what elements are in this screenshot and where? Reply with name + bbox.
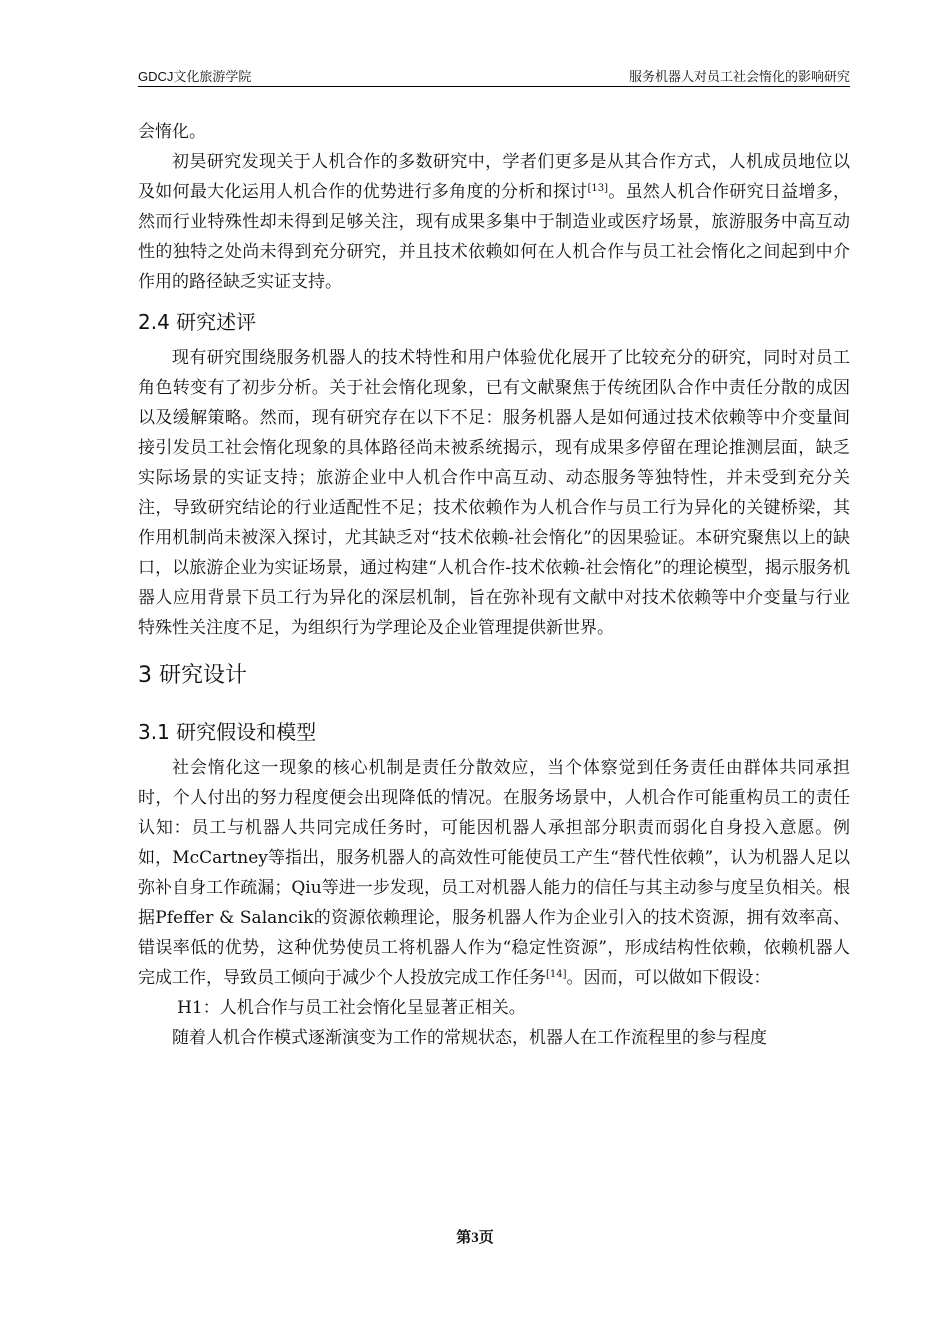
hypothesis-h1: H1：人机合作与员工社会惰化呈显著正相关。: [177, 998, 526, 1018]
page-header: [138, 70, 850, 87]
paragraph-hypothesis-basis: [138, 753, 850, 993]
paragraph-text: 。因而，可以做如下假设：: [566, 968, 771, 988]
section-heading-3: 3 研究设计: [138, 663, 247, 688]
citation: [13]: [587, 183, 608, 194]
paragraph-text: 初昊研究发现关于人机合作的多数研究中，学者们更多是从其合作方式，人机成员地位以及如何最大化运用人机合作的优势进行多角度的分析和探讨: [138, 152, 850, 202]
paragraph-review: 现有研究围绕服务机器人的技术特性和用户体验优化展开了比较充分的研究，同时对员工角色转变有了初步分析。关于社会惰化现象，已有文献聚焦于传统团队合作中责任分散的成因以及缓解策略。然而，现有研究存在以下不足：服务机器人是如何通过技术依赖等中介变量间接引发员工社会惰化现象的具体路径尚未被系统揭示，现有成果多停留在理论推测层面，缺乏实际场景的实证支持；旅游企业中人机合作中高互动、动态服务等独特性，并未受到充分关注，导致研究结论的行业适配性不足；技术依赖作为人机合作与员工行为异化的关键桥梁，其作用机制尚未被深入探讨，尤其缺乏对“技术依赖-社会惰化”的因果验证。本研究聚焦以上的缺口，以旅游企业为实证场景，通过构建“人机合作-技术依赖-社会惰化”的理论模型，揭示服务机器人应用背景下员工行为异化的深层机制，旨在弥补现有文献中对技术依赖等中介变量与行业特殊性关注度不足，为组织行为学理论及企业管理提供新世界。: [138, 348, 850, 638]
citation: [14]: [546, 969, 567, 980]
header-paper-title: 服务机器人对员工社会惰化的影响研究: [628, 69, 850, 84]
page-content: [138, 117, 850, 1053]
section-heading-2-4: 2.4 研究述评: [138, 310, 257, 334]
section-heading-3-1: 3.1 研究假设和模型: [138, 720, 317, 744]
paragraph-related-research: [138, 147, 850, 297]
paragraph-text: 。虽然人机合作研究日益增多，然而行业特殊性却未得到足够关注，现有成果多集中于制造业或医疗场景，旅游服务中高互动性的独特之处尚未得到充分研究，并且技术依赖如何在人机合作与员工社会惰化之间起到中介作用的路径缺乏实证支持。: [138, 182, 851, 292]
header-institution: GDCJ文化旅游学院: [138, 69, 252, 84]
paragraph-continuation: 会惰化。: [138, 122, 206, 142]
paragraph-next: 随着人机合作模式逐渐演变为工作的常规状态，机器人在工作流程里的参与程度: [172, 1028, 767, 1048]
page-number: 第3页: [456, 1230, 494, 1246]
paragraph-text: 社会惰化这一现象的核心机制是责任分散效应，当个体察觉到任务责任由群体共同承担时，个人付出的努力程度便会出现降低的情况。在服务场景中，人机合作可能重构员工的责任认知：员工与机器人共同完成任务时，可能因机器人承担部分职责而弱化自身投入意愿。例如，McCartney等指出，服务机器人的高效性可能使员工产生“替代性依赖”，认为机器人足以弥补自身工作疏漏；Qiu等进一步发现，员工对机器人能力的信任与其主动参与度呈负相关。根据Pfeffer & Salancik的资源依赖理论，服务机器人作为企业引入的技术资源，拥有效率高、错误率低的优势，这种优势使员工将机器人作为“稳定性资源”，形成结构性依赖，依赖机器人完成工作，导致员工倾向于减少个人投放完成工作任务: [138, 758, 850, 988]
